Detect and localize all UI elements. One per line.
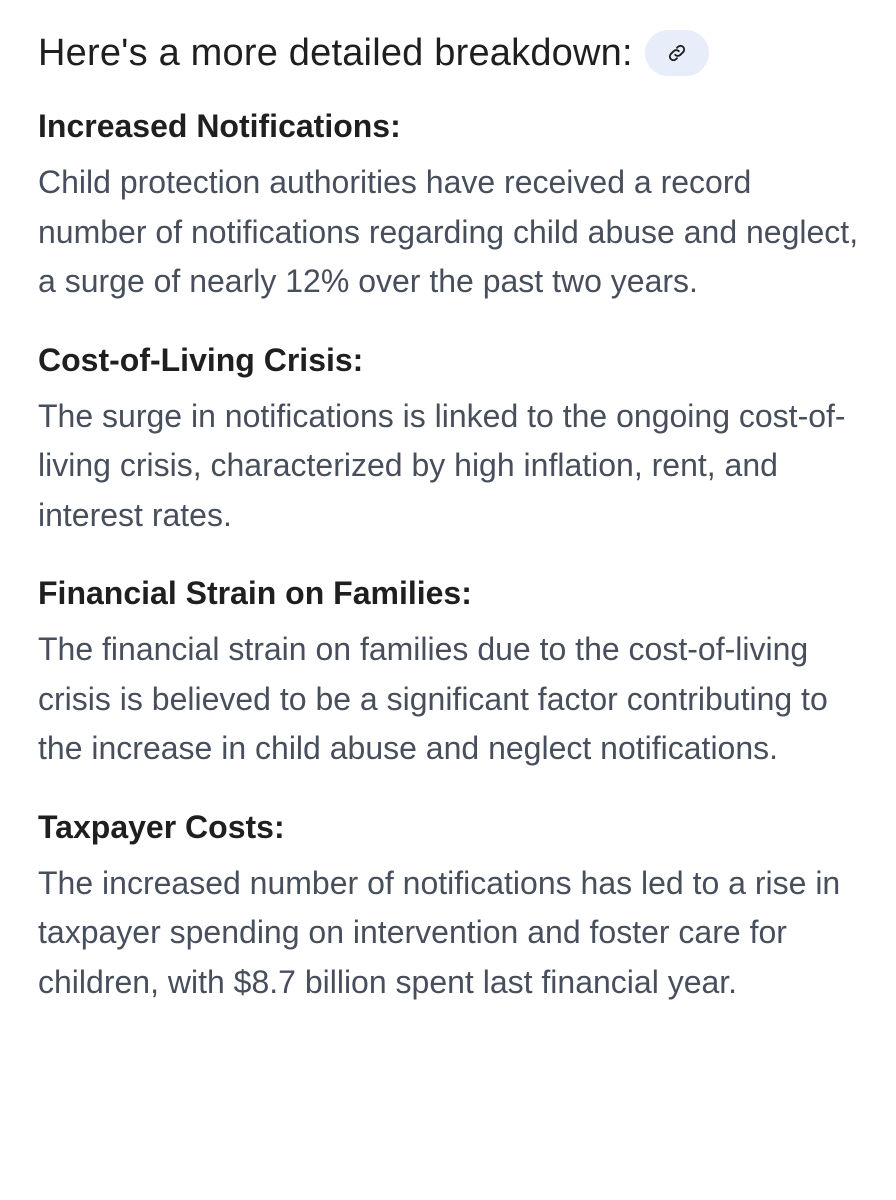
section-body: The increased number of notifications has led to a rise in taxpayer spending on intervention and foster care for children, with $8.7 billion spent last financial year.	[38, 864, 841, 1000]
copy-link-button[interactable]	[645, 30, 709, 76]
section-title: Taxpayer Costs:	[38, 808, 285, 845]
section-cost-of-living-crisis	[38, 338, 896, 541]
section-title: Cost-of-Living Crisis:	[38, 341, 364, 378]
heading-row	[38, 26, 896, 80]
page-title: Here's a more detailed breakdown:	[38, 31, 633, 74]
link-icon	[666, 42, 688, 64]
section-body: Child protection authorities have received a record number of notifications regarding child abuse and neglect, a surge of nearly 12% over the past two years.	[38, 164, 859, 299]
section-taxpayer-costs	[38, 805, 896, 1008]
section-title: Financial Strain on Families:	[38, 575, 472, 611]
section-body: The financial strain on families due to the cost-of-living crisis is believed to be a significant factor contributing to the increase in child abuse and neglect notifications.	[38, 631, 828, 766]
section-body: The surge in notifications is linked to the ongoing cost-of-living crisis, characterized by high inflation, rent, and interest rates.	[38, 397, 846, 533]
section-increased-notifications	[38, 104, 896, 307]
section-title: Increased Notifications:	[38, 108, 401, 144]
section-financial-strain	[38, 571, 896, 774]
